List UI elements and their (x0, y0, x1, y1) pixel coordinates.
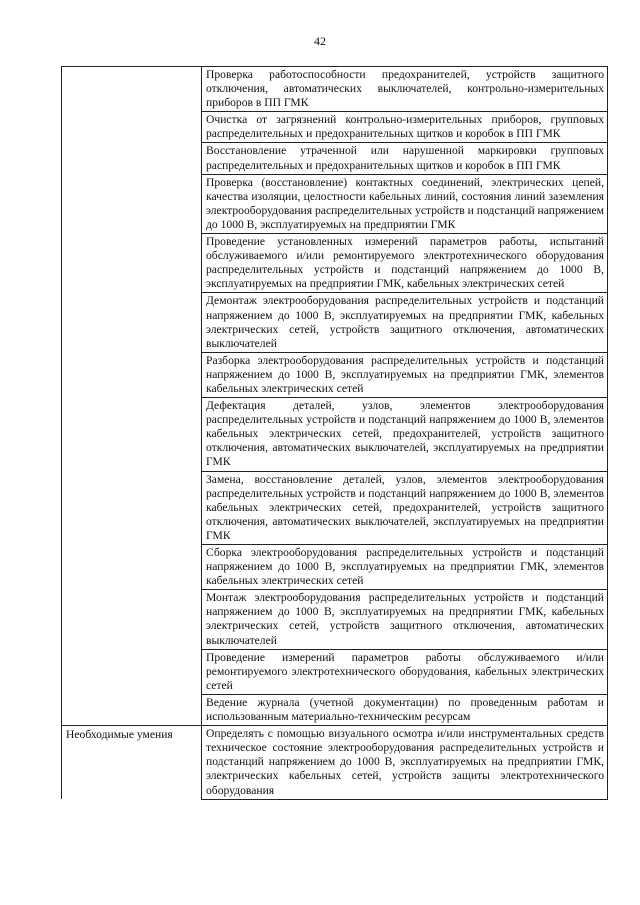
table-row (62, 67, 608, 112)
action-item: Замена, восстановление деталей, узлов, элементов электрооборудования распределительных устройств и подстанций напряжением до 1000 В, элементов кабельных электрических сетей, предохранителей, устройств защитного отключения, автоматических выключателей, эксплуатируемых на предприятии ГМК (202, 471, 608, 544)
table-row (62, 726, 608, 799)
action-item: Проведение измерений параметров работы обслуживаемого и/или ремонтируемого электротехнического оборудования, кабельных электрических сетей (202, 649, 608, 694)
page-number: 42 (314, 34, 326, 48)
section-label-cell (62, 67, 202, 726)
skill-item: Определять с помощью визуального осмотра и/или инструментальных средств техническое состояние электрооборудования распределительных устройств и подстанций напряжением до 1000 В, эксплуатируемых на предприятии ГМК, электрических кабельных сетей, устройств защиты электротехнического оборудования (202, 726, 608, 799)
action-item: Проверка (восстановление) контактных соединений, электрических цепей, качества изоляции, целостности кабельных линий, состояния линий заземления электрооборудования распределительных устройств и подстанций напряжением до 1000 В, эксплуатируемых на предприятии ГМК (202, 174, 608, 233)
action-item: Монтаж электрооборудования распределительных устройств и подстанций напряжением до 1000 В, эксплуатируемых на предприятии ГМК, кабельных электрических сетей, устройств защитного отключения, автоматических выключателей (202, 590, 608, 649)
action-item: Ведение журнала (учетной документации) по проведенным работам и использованным материально-техническим ресурсам (202, 694, 608, 725)
skills-label: Необходимые умения (62, 726, 202, 799)
action-item: Проведение установленных измерений параметров работы, испытаний обслуживаемого и/или ремонтируемого электротехнического оборудования распределительных устройств и подстанций напряжением до 1000 В, эксплуатируемых на предприятии ГМК, кабельных электрических сетей (202, 234, 608, 293)
action-item: Проверка работоспособности предохранителей, устройств защитного отключения, автоматических выключателей, контрольно-измерительных приборов в ПП ГМК (202, 67, 608, 112)
action-item: Очистка от загрязнений контрольно-измерительных приборов, групповых распределительных и предохранительных щитков и коробок в ПП ГМК (202, 112, 608, 143)
action-item: Восстановление утраченной или нарушенной маркировки групповых распределительных и предохранительных щитков и коробок в ПП ГМК (202, 143, 608, 174)
action-item: Демонтаж электрооборудования распределительных устройств и подстанций напряжением до 1000 В, эксплуатируемых на предприятии ГМК, кабельных электрических сетей, устройств защитного отключения, автоматических выключателей (202, 293, 608, 352)
action-item: Дефектация деталей, узлов, элементов электрооборудования распределительных устройств и подстанций напряжением до 1000 В, элементов кабельных электрических сетей, предохранителей, устройств защитного отключения, автоматических выключателей, эксплуатируемых на предприятии ГМК (202, 398, 608, 471)
competency-table (61, 66, 608, 800)
action-item: Разборка электрооборудования распределительных устройств и подстанций напряжением до 1000 В, эксплуатируемых на предприятии ГМК, элементов кабельных электрических сетей (202, 352, 608, 397)
action-item: Сборка электрооборудования распределительных устройств и подстанций напряжением до 1000 В, эксплуатируемых на предприятии ГМК, элементов кабельных электрических сетей (202, 545, 608, 590)
